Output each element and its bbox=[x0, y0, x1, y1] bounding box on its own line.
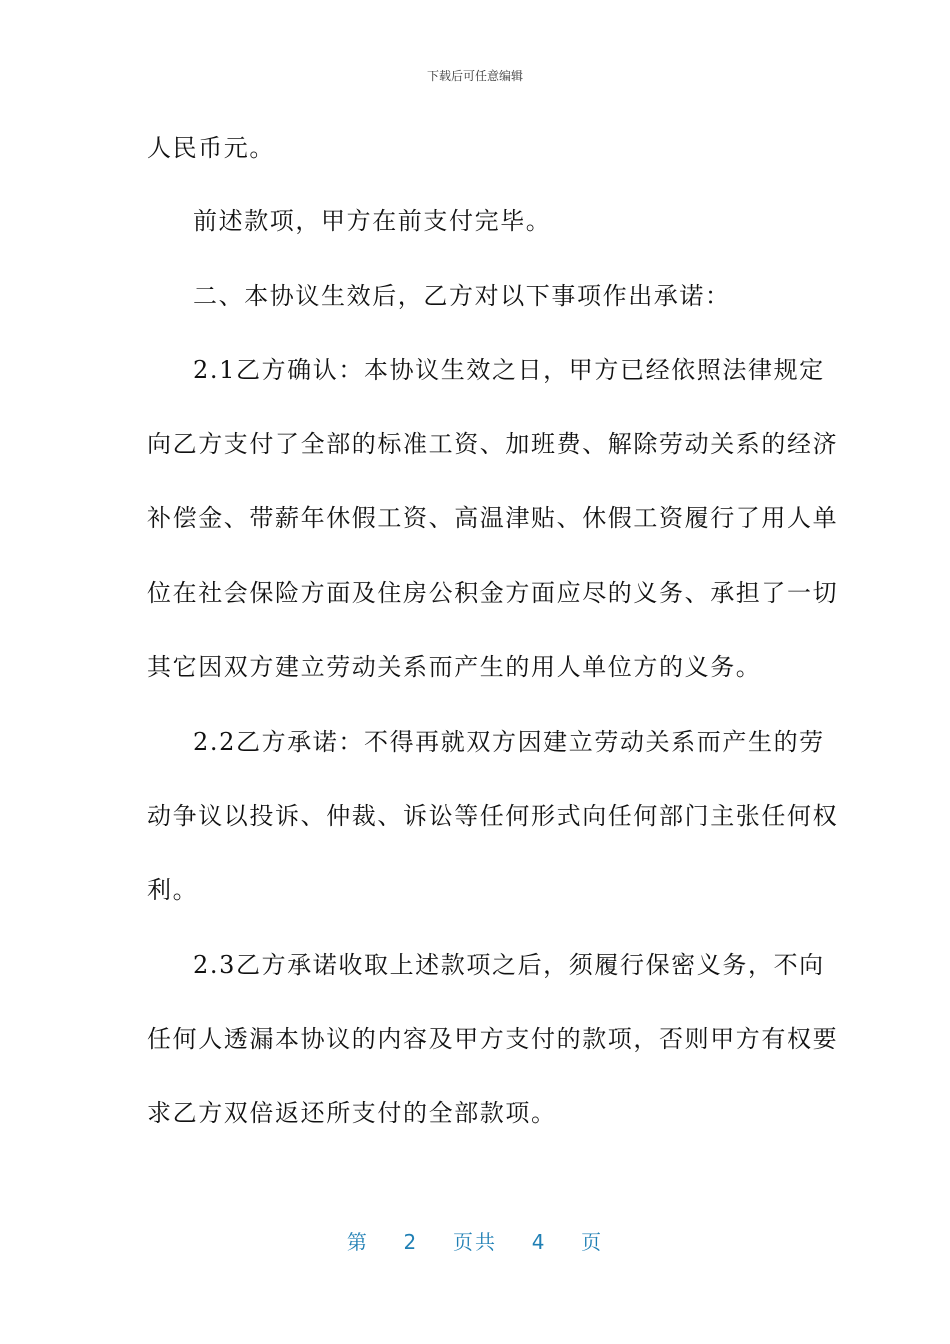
text-line: 补偿金、带薪年休假工资、高温津贴、休假工资履行了用人单 bbox=[147, 504, 839, 532]
footer-suffix: 页 bbox=[581, 1230, 604, 1254]
text-line: 其它因双方建立劳动关系而产生的用人单位方的义务。 bbox=[147, 653, 762, 681]
text-line: 2.1乙方确认：本协议生效之日，甲方已经依照法律规定 bbox=[193, 356, 825, 384]
text-line: 任何人透漏本协议的内容及甲方支付的款项，否则甲方有权要 bbox=[147, 1025, 839, 1053]
text-line: 位在社会保险方面及住房公积金方面应尽的义务、承担了一切 bbox=[147, 579, 839, 607]
footer-prefix: 第 bbox=[346, 1230, 369, 1254]
text-line: 人民币元。 bbox=[147, 134, 275, 162]
text-line: 动争议以投诉、仲裁、诉讼等任何形式向任何部门主张任何权 bbox=[147, 802, 839, 830]
text-line: 2.2乙方承诺：不得再就双方因建立劳动关系而产生的劳 bbox=[193, 728, 825, 756]
text-line: 利。 bbox=[147, 876, 199, 904]
page-footer bbox=[0, 1226, 950, 1255]
footer-middle: 页共 bbox=[453, 1230, 497, 1254]
text-line: 向乙方支付了全部的标准工资、加班费、解除劳动关系的经济 bbox=[147, 430, 839, 458]
header-note: 下载后可任意编辑 bbox=[426, 69, 523, 83]
current-page-number: 2 bbox=[403, 1230, 419, 1254]
text-line: 前述款项，甲方在前支付完毕。 bbox=[193, 207, 552, 235]
text-line: 二、本协议生效后，乙方对以下事项作出承诺： bbox=[193, 282, 731, 310]
total-pages-number: 4 bbox=[531, 1230, 547, 1254]
text-line: 求乙方双倍返还所支付的全部款项。 bbox=[147, 1099, 557, 1127]
text-line: 2.3乙方承诺收取上述款项之后，须履行保密义务，不向 bbox=[193, 951, 825, 979]
